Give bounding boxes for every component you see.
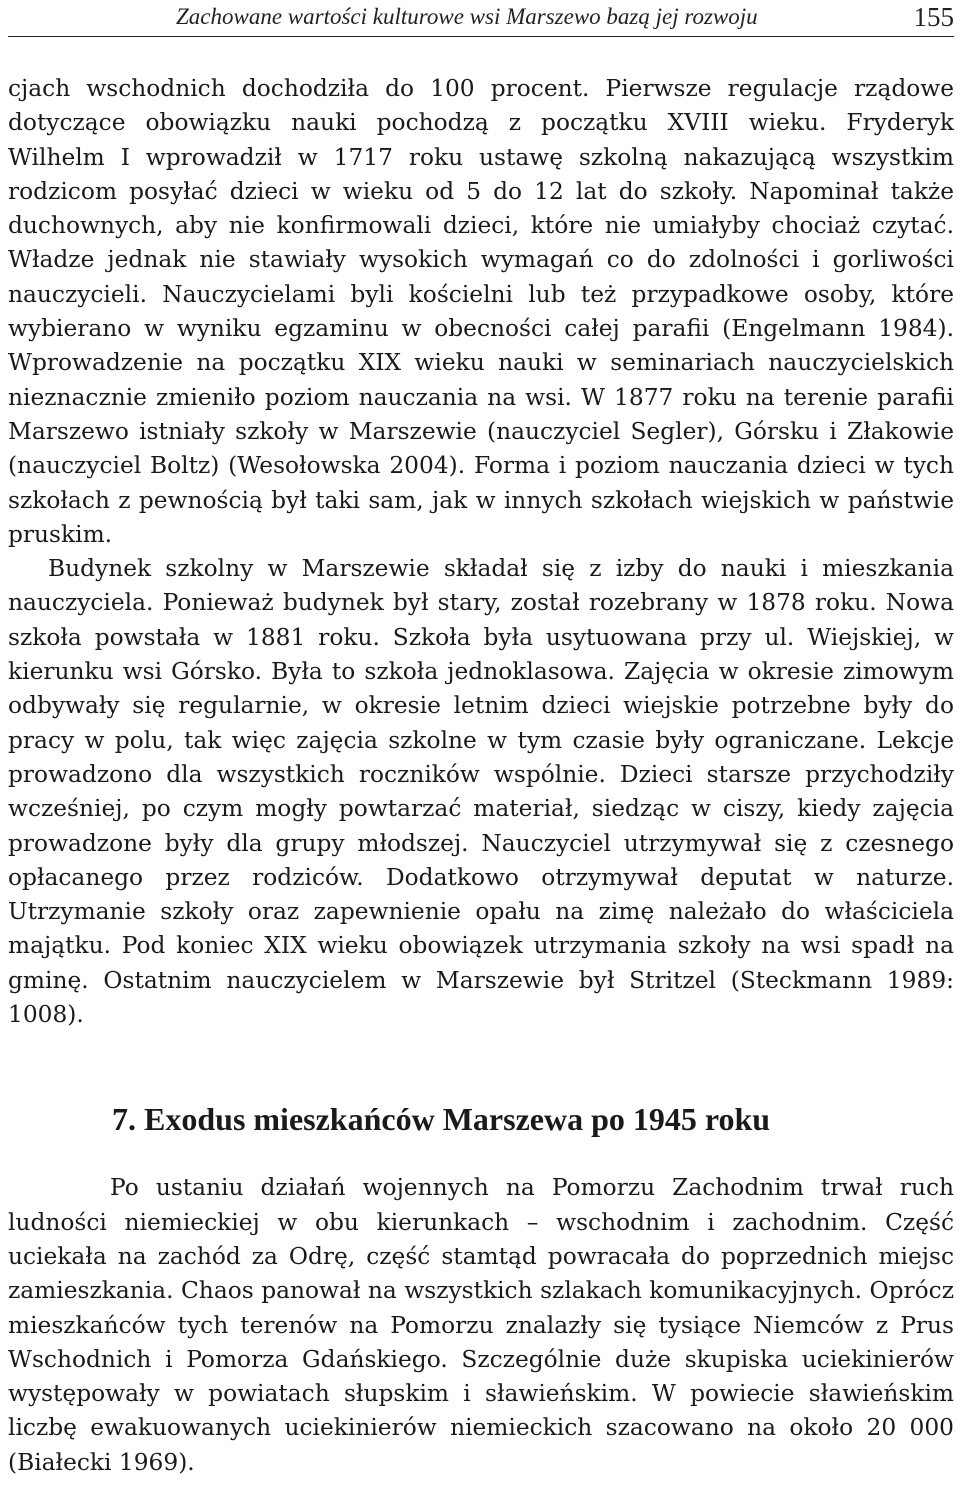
paragraph-school-building: Budynek szkolny w Marszewie składał się z izby do nauki i mieszkania nauczyciela. Ponieważ budynek był stary, został rozebrany w 1878 roku. Nowa szkoła powstała w 1881 roku. Szkoła była usytuowana przy ul. Wiejskiej, w kierunku wsi Górsko. Była to szkoła jednoklasowa. Zajęcia w okresie zimowym odbywały się regularnie, w okresie letnim dzieci wiejskie potrzebne były do pracy w polu, tak więc zajęcia szkolne w tym czasie były ograniczane. Lekcje prowadzono dla wszystkich roczników wspólnie. Dzieci starsze przychodziły wcześniej, po czym mogły powtarzać materiał, siedząc w ciszy, kiedy zajęcia prowadzone były dla grupy młodszej. Nauczyciel utrzymywał się z czesnego opłacanego przez rodziców. Dodatkowo otrzymywał deputat w naturze. Utrzymanie szkoły oraz zapewnienie opału na zimę należało do właściciela majątku. Pod koniec XIX wieku obowiązek utrzymania szkoły na wsi spadł na gminę. Ostatnim nauczycielem w Marszewie był Stritzel (Steckmann 1989: 1008). [8,555,954,1029]
body-text [8,72,954,1032]
paragraph-continuation: cjach wschodnich dochodziła do 100 procent. Pierwsze regulacje rządowe dotyczące obowiązku nauki pochodzą z początku XVIII wieku. Fryderyk Wilhelm I wprowadził w 1717 roku ustawę szkolną nakazującą wszystkim rodzicom posyłać dzieci w wieku od 5 do 12 lat do szkoły. Napominał także duchownych, aby nie konfirmowali dzieci, które nie umiałyby chociaż czytać. Władze jednak nie stawiały wysokich wymagań co do zdolności i gorliwości nauczycieli. Nauczycielami byli kościelni lub też przypadkowe osoby, które wybierano w wyniku egzaminu w obecności całej parafii (Engelmann 1984). Wprowadzenie na początku XIX wieku nauki w seminariach nauczycielskich nieznacznie zmieniło poziom nauczania na wsi. W 1877 roku na terenie parafii Marszewo istniały szkoły w Marszewie (nauczyciel Segler), Górsku i Złakowie (nauczyciel Boltz) (Wesołowska 2004). Forma i poziom nauczania dzieci w tych szkołach z pewnością był taki sam, jak w innych szkołach wiejskich w państwie pruskim. [8,75,954,548]
running-header [8,0,954,37]
paragraph-exodus: Po ustaniu działań wojennych na Pomorzu Zachodnim trwał ruch ludności niemieckiej w obu kierunkach – wschodnim i zachodnim. Część uciekała na zachód za Odrę, część stamtąd powracała do poprzednich miejsc zamieszkania. Chaos panował na wszystkich szlakach komunikacyjnych. Oprócz mieszkańców tych terenów na Pomorzu znalazły się tysiące Niemców z Prus Wschodnich i Pomorza Gdańskiego. Szczególnie duże skupiska uciekinierów występowały w powiatach słupskim i sławieńskim. W powiecie sławieńskim liczbę ewakuowanych uciekinierów niemieckich szacowano na około 20 000 (Białecki 1969). [8,1174,954,1476]
document-page [8,0,954,1480]
page-number: 155 [913,2,954,32]
running-title: Zachowane wartości kulturowe wsi Marszewo bazą jej rozwoju [176,4,758,29]
section-body [8,1171,954,1480]
section-heading: 7. Exodus mieszkańców Marszewa po 1945 roku [112,1101,771,1138]
